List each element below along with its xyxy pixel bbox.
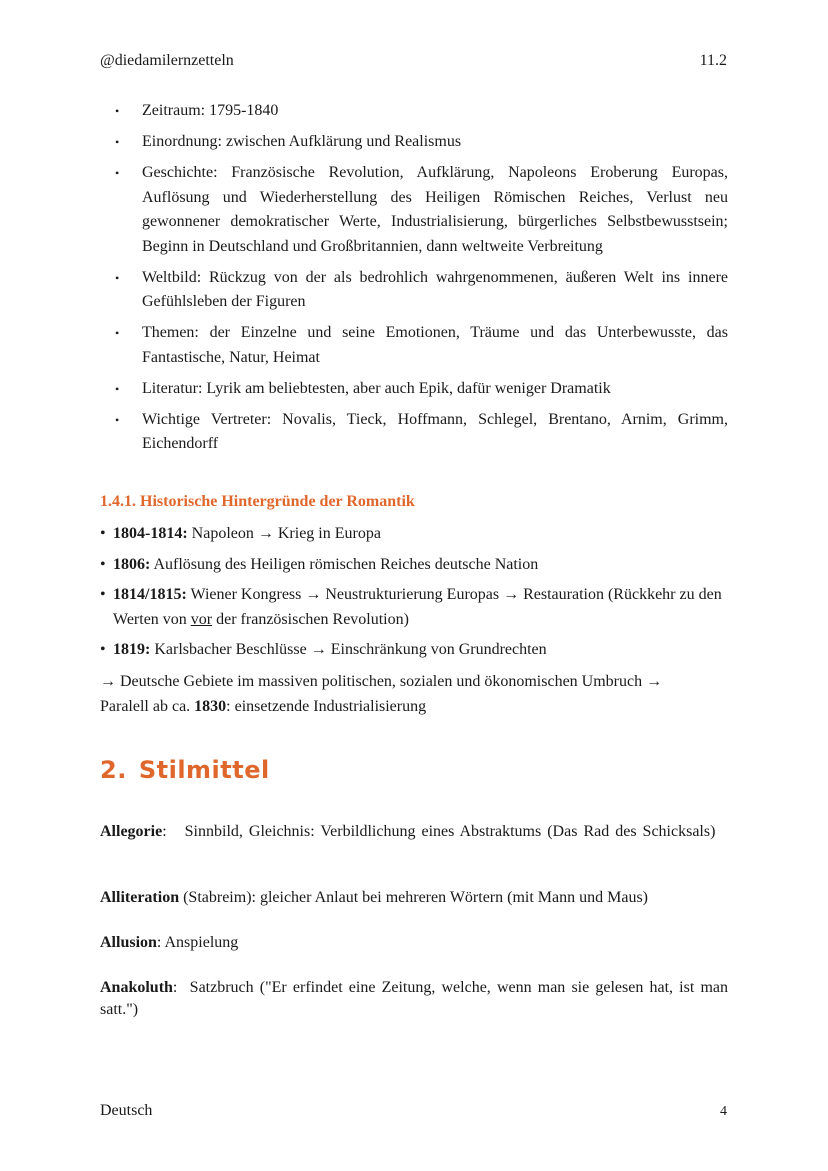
bullet-icon: •	[115, 412, 120, 427]
history-summary: → Deutsche Gebiete im massiven politischen, sozialen und ökonomischen Umbruch → Paralell ab ca. 1830: einsetzende Industrialisierung	[100, 673, 663, 715]
term-entry: Allegorie: Sinnbild, Gleichnis: Verbildlichung eines Abstraktums (Das Rad des Schicksals)	[100, 823, 716, 840]
page-number: 4	[720, 1104, 727, 1119]
term-entry: Alliteration (Stabreim): gleicher Anlaut bei mehreren Wörtern (mit Mann und Maus)	[100, 889, 648, 906]
history-heading: 1.4.1. Historische Hintergründe der Romantik	[100, 493, 415, 510]
section-title: 2. Stilmittel	[100, 756, 270, 784]
overview-list	[100, 99, 728, 463]
header-author: @diedamilernzetteln	[100, 52, 234, 69]
term-entry: Allusion: Anspielung	[100, 934, 239, 951]
bullet-icon: •	[115, 166, 120, 180]
history-list	[100, 522, 728, 669]
list-item: • 1806: Auflösung des Heiligen römischen Reiches deutsche Nation	[100, 553, 728, 578]
bullet-icon: •	[100, 641, 106, 658]
list-item: • Literatur: Lyrik am beliebtesten, aber auch Epik, dafür weniger Dramatik	[100, 377, 728, 402]
bullet-icon: •	[100, 555, 106, 573]
footer-subject: Deutsch	[100, 1102, 153, 1119]
list-item: • 1814/1815: Wiener Kongress → Neustrukturierung Europas → Restauration (Rückkehr zu den Werten von vor der französischen Revolution)	[100, 583, 728, 632]
list-item: • Einordnung: zwischen Aufklärung und Realismus	[100, 130, 728, 155]
bullet-icon: •	[115, 270, 120, 285]
term-entry: Anakoluth: Satzbruch ("Er erfindet eine Zeitung, welche, wenn man sie gelesen hat, ist man satt.")	[100, 979, 728, 1018]
bullet-icon: •	[115, 326, 120, 340]
list-item: • 1804-1814: Napoleon → Krieg in Europa	[100, 522, 728, 547]
list-item: • Zeitraum: 1795-1840	[100, 99, 728, 124]
list-item: • Themen: der Einzelne und seine Emotionen, Träume und das Unterbewusste, das Fantastische, Natur, Heimat	[100, 321, 728, 370]
bullet-icon: •	[115, 104, 120, 118]
list-item: • Geschichte: Französische Revolution, Aufklärung, Napoleons Eroberung Europas, Auflösung und Wiederherstellung des Heiligen Römischen Reiches, Verlust neu gewonnener demokratischer Werte, Industrialisierung, bürgerliches Selbstbewusstsein; Beginn in Deutschland und Großbritannien, dann weltweite Verbreitung	[100, 161, 728, 259]
bullet-icon: •	[100, 586, 106, 603]
bullet-icon: •	[115, 135, 120, 149]
list-item: • Wichtige Vertreter: Novalis, Tieck, Hoffmann, Schlegel, Brentano, Arnim, Grimm, Eichendorff	[100, 408, 728, 457]
list-item: • Weltbild: Rückzug von der als bedrohlich wahrgenommenen, äußeren Welt ins innere Gefühlsleben der Figuren	[100, 266, 728, 315]
header-chapter: 11.2	[699, 52, 727, 69]
bullet-icon: •	[100, 525, 106, 542]
bullet-icon: •	[115, 381, 120, 396]
list-item: • 1819: Karlsbacher Beschlüsse → Einschränkung von Grundrechten	[100, 638, 728, 663]
